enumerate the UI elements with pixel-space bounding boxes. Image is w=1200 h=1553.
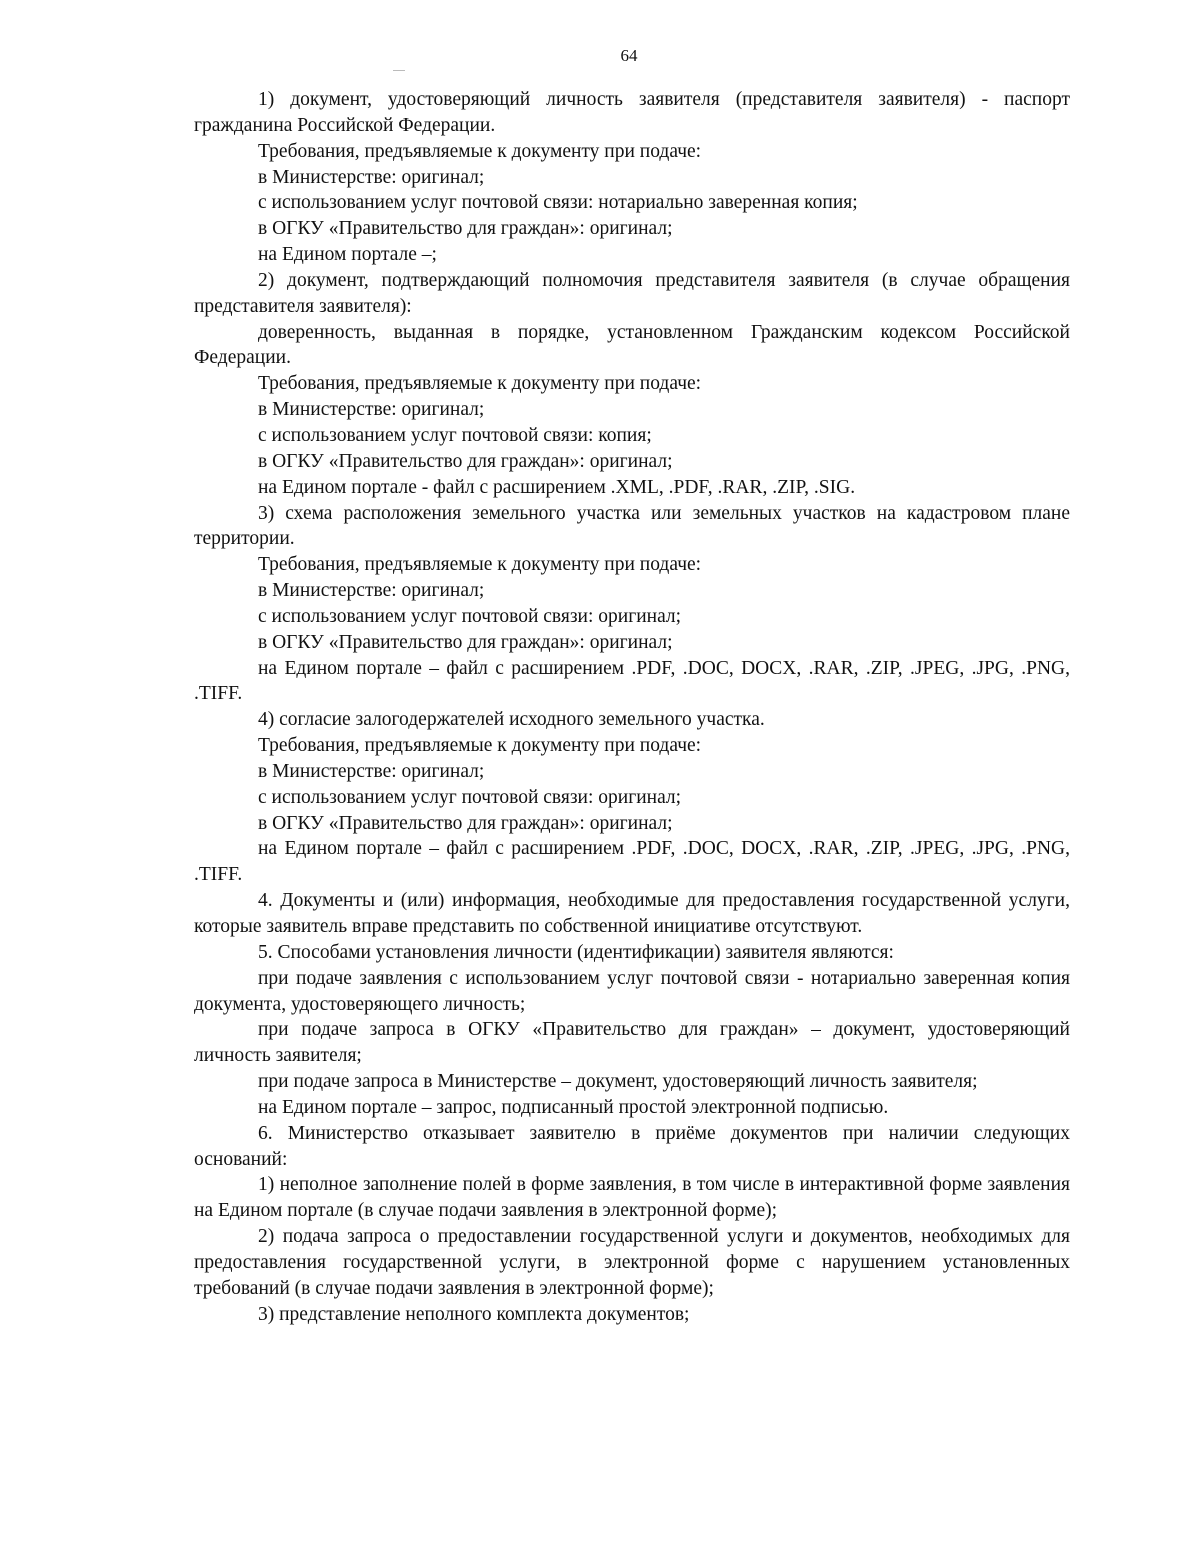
paragraph: доверенность, выданная в порядке, установленном Гражданским кодексом Российской Федерации. xyxy=(194,321,1070,369)
paragraph: 1) документ, удостоверяющий личность заявителя (представителя заявителя) - паспорт гражданина Российской Федерации. xyxy=(194,89,1070,136)
paragraph: 3) схема расположения земельного участка или земельных участков на кадастровом плане территории. xyxy=(194,502,1070,550)
paragraph: в ОГКУ «Правительство для граждан»: оригинал; xyxy=(258,812,673,834)
paragraph: Требования, предъявляемые к документу при подаче: xyxy=(258,554,702,576)
paragraph: 1) неполное заполнение полей в форме заявления, в том числе в интерактивной форме заявления на Едином портале (в случае подачи заявления в электронной форме); xyxy=(194,1174,1070,1222)
paragraph: Требования, предъявляемые к документу при подаче: xyxy=(258,140,702,162)
paragraph: с использованием услуг почтовой связи: оригинал; xyxy=(258,605,682,627)
paragraph: 2) подача запроса о предоставлении государственной услуги и документов, необходимых для предоставления государственной услуги, в электронной форме с нарушением установленных требований (в случае подачи заявления в электронной форме); xyxy=(194,1226,1070,1299)
paragraph: при подаче запроса в ОГКУ «Правительство для граждан» – документ, удостоверяющий личность заявителя; xyxy=(194,1019,1070,1067)
paragraph: в Министерстве: оригинал; xyxy=(258,399,485,421)
paragraph: 6. Министерство отказывает заявителю в приёме документов при наличии следующих оснований: xyxy=(194,1122,1070,1170)
paragraph: 5. Способами установления личности (идентификации) заявителя являются: xyxy=(258,941,894,963)
document-body xyxy=(194,87,1070,1328)
paragraph: 2) документ, подтверждающий полномочия представителя заявителя (в случае обращения представителя заявителя): xyxy=(194,269,1070,317)
paragraph: в Министерстве: оригинал; xyxy=(258,580,485,602)
paragraph: на Едином портале –; xyxy=(258,244,437,266)
paragraph: в Министерстве: оригинал; xyxy=(258,760,485,782)
paragraph: 4. Документы и (или) информация, необходимые для предоставления государственной услуги, которые заявитель вправе представить по собственной инициативе отсутствуют. xyxy=(194,890,1070,937)
paragraph: с использованием услуг почтовой связи: нотариально заверенная копия; xyxy=(258,192,858,214)
paragraph: на Едином портале – запрос, подписанный простой электронной подписью. xyxy=(258,1096,889,1118)
paragraph: с использованием услуг почтовой связи: копия; xyxy=(258,424,652,446)
paragraph: с использованием услуг почтовой связи: оригинал; xyxy=(258,786,682,808)
paragraph: Требования, предъявляемые к документу при подаче: xyxy=(258,373,702,395)
paragraph: на Едином портале - файл с расширением .XML, .PDF, .RAR, .ZIP, .SIG. xyxy=(258,476,856,498)
paragraph: при подаче запроса в Министерстве – документ, удостоверяющий личность заявителя; xyxy=(258,1071,978,1093)
page-number: 64 xyxy=(620,46,638,65)
paragraph: в Министерстве: оригинал; xyxy=(258,166,485,188)
paragraph: в ОГКУ «Правительство для граждан»: оригинал; xyxy=(258,218,673,240)
paragraph: при подаче заявления с использованием услуг почтовой связи - нотариально заверенная копия документа, удостоверяющего личность; xyxy=(194,967,1070,1015)
paragraph: Требования, предъявляемые к документу при подаче: xyxy=(258,735,702,757)
paragraph: на Едином портале – файл с расширением .PDF, .DOC, DOCX, .RAR, .ZIP, .JPEG, .JPG, .PNG, .TIFF. xyxy=(194,657,1070,705)
paragraph: 4) согласие залогодержателей исходного земельного участка. xyxy=(258,709,765,731)
paragraph: в ОГКУ «Правительство для граждан»: оригинал; xyxy=(258,631,673,653)
paragraph: на Едином портале – файл с расширением .PDF, .DOC, DOCX, .RAR, .ZIP, .JPEG, .JPG, .PNG, .TIFF. xyxy=(194,838,1070,886)
paragraph: в ОГКУ «Правительство для граждан»: оригинал; xyxy=(258,450,673,472)
scan-mark xyxy=(393,70,405,71)
paragraph: 3) представление неполного комплекта документов; xyxy=(258,1303,690,1325)
